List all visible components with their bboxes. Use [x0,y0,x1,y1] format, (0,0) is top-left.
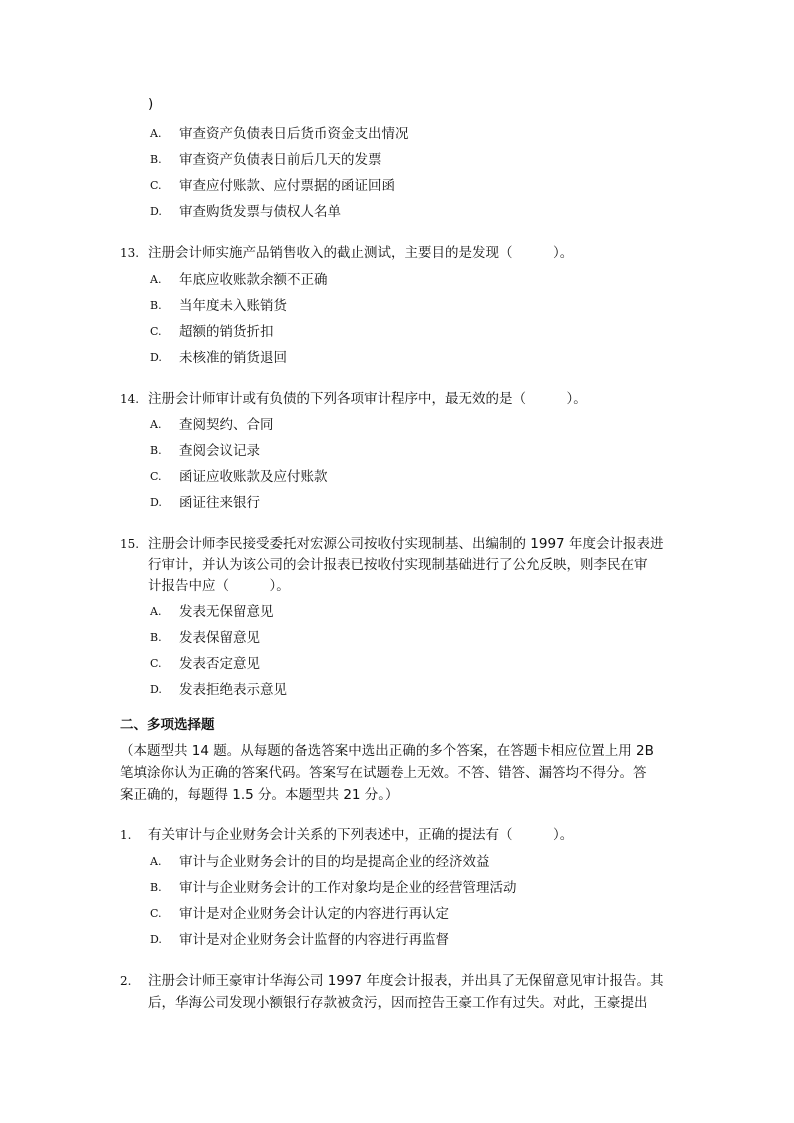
question-number: 15. [120,537,140,551]
question-15-text-line: 计报告中应（ ）。 [148,578,290,594]
option-letter: B. [150,881,162,894]
option-letter: A. [150,273,162,286]
option-letter: B. [150,444,162,457]
question-m1-text: 有关审计与企业财务会计关系的下列表述中，正确的提法有（ ）。 [148,827,574,843]
option-letter: B. [150,153,162,166]
option-letter: B. [150,631,162,644]
question-12-tail: ) [148,96,154,112]
option-text: 当年度未入账销货 [179,298,287,314]
option-letter: A. [150,855,162,868]
option-text: 年底应收账款余额不正确 [179,272,328,288]
option-text: 发表否定意见 [179,656,260,672]
option-text: 发表无保留意见 [179,604,274,620]
option-text: 审计与企业财务会计的工作对象均是企业的经营管理活动 [179,880,517,896]
option-text: 函证应收账款及应付账款 [179,469,328,485]
option-letter: B. [150,299,162,312]
question-15-text-line: 行审计，并认为该公司的会计报表已按收付实现制基础进行了公允反映，则李民在审 [148,557,648,573]
question-13-text: 注册会计师实施产品销售收入的截止测试，主要目的是发现（ ）。 [148,245,574,261]
option-text: 发表保留意见 [179,630,260,646]
question-number: 1. [120,828,132,842]
option-text: 审查资产负债表日前后几天的发票 [179,152,382,168]
option-text: 未核准的销货退回 [179,350,287,366]
option-text: 发表拒绝表示意见 [179,682,287,698]
option-letter: D. [150,496,162,509]
question-15-text-line: 注册会计师李民接受委托对宏源公司按收付实现制基、出编制的 1997 年度会计报表进 [148,536,664,552]
section-intro-line: （本题型共 14 题。从每题的备选答案中选出正确的多个答案，在答题卡相应位置上用 2B [120,743,654,759]
option-letter: C. [150,470,162,483]
question-number: 14. [120,392,140,406]
question-14-text: 注册会计师审计或有负债的下列各项审计程序中，最无效的是（ ）。 [148,391,587,407]
option-text: 查阅契约、合同 [179,417,274,433]
option-letter: D. [150,351,162,364]
option-text: 函证往来银行 [179,495,260,511]
option-letter: D. [150,683,162,696]
option-text: 审查应付账款、应付票据的函证回函 [179,178,395,194]
option-letter: A. [150,127,162,140]
option-letter: C. [150,907,162,920]
option-text: 审计是对企业财务会计监督的内容进行再监督 [179,932,449,948]
option-text: 审查资产负债表日后货币资金支出情况 [179,126,409,142]
question-m2-text-line: 注册会计师王豪审计华海公司 1997 年度会计报表，并出具了无保留意见审计报告。其 [148,973,664,989]
question-number: 2. [120,974,132,988]
option-letter: C. [150,179,162,192]
section-intro-line: 案正确的，每题得 1.5 分。本题型共 21 分。） [120,787,399,803]
option-letter: C. [150,325,162,338]
option-letter: C. [150,657,162,670]
option-text: 审计是对企业财务会计认定的内容进行再认定 [179,906,449,922]
option-text: 审计与企业财务会计的目的均是提高企业的经济效益 [179,854,490,870]
option-text: 查阅会议记录 [179,443,260,459]
section-intro-line: 笔填涂你认为正确的答案代码。答案写在试题卷上无效。不答、错答、漏答均不得分。答 [120,765,647,781]
question-number: 13. [120,246,140,260]
option-letter: D. [150,933,162,946]
option-text: 超额的销货折扣 [179,324,274,340]
option-letter: D. [150,205,162,218]
option-text: 审查购货发票与债权人名单 [179,204,341,220]
option-letter: A. [150,605,162,618]
option-letter: A. [150,418,162,431]
question-m2-text-line: 后，华海公司发现小额银行存款被贪污，因而控告王豪工作有过失。对此，王豪提出 [148,995,648,1011]
section-heading: 二、多项选择题 [120,717,215,733]
